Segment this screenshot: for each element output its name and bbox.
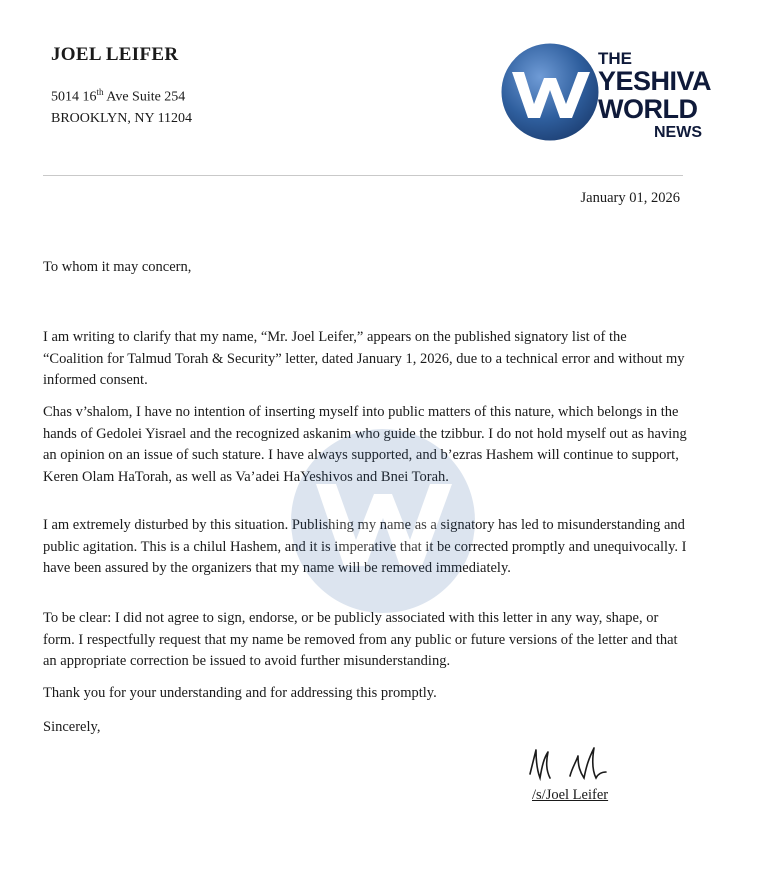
- sender-address-line2: BROOKLYN, NY 11204: [51, 110, 193, 126]
- paragraph-5: Thank you for your understanding and for addressing this promptly.: [43, 685, 437, 701]
- signature-line: /s/Joel Leifer: [532, 787, 609, 803]
- salutation: To whom it may concern,: [43, 259, 192, 275]
- paragraph-2: Chas v’shalom, I have no intention of inserting myself into public matters of this nature, which belongs in the hands of Gedolei Yisrael and the recognized askanim who guide the tzibbur. I do not hold myself out as having an opinion on an issue of such stature. I have always supported, and b’ezras Hashem will continue to support, Keren Olam HaTorah, as well as Va’adei HaYeshivos and Bnei Torah.: [43, 404, 687, 485]
- sender-address-line1: 5014 16th Ave Suite 254: [51, 87, 186, 105]
- paragraph-3: I am extremely disturbed by this situation. Publishing my name as a signatory has led to misunderstanding and public agitation. This is a chilul Hashem, and it is imperative that it be corrected promptly and unequivocally. I have been assured by the organizers that my name will be removed immediately.: [43, 517, 687, 576]
- sender-address: [51, 82, 192, 129]
- yeshiva-world-news-logo: [498, 38, 726, 148]
- handwritten-signature: [524, 744, 614, 786]
- paragraph-4: To be clear: I did not agree to sign, endorse, or be publicly associated with this letter in any way, shape, or form. I respectfully request that my name be removed from any public or future versions of the letter and that an appropriate correction be issued to avoid further misunderstanding.: [43, 610, 678, 669]
- header-divider: [43, 175, 683, 176]
- logo-globe-icon: [498, 38, 608, 148]
- closing: Sincerely,: [43, 719, 101, 735]
- letter-date: January 01, 2026: [580, 190, 680, 206]
- paragraph-1: I am writing to clarify that my name, “Mr. Joel Leifer,” appears on the published signatory list of the “Coalition for Talmud Torah & Security” letter, dated January 1, 2026, due to a technical error and without my informed consent.: [43, 329, 685, 388]
- logo-wordmark: THE YESHIVA WORLD NEWS: [598, 49, 712, 141]
- sender-name: JOEL LEIFER: [51, 44, 179, 65]
